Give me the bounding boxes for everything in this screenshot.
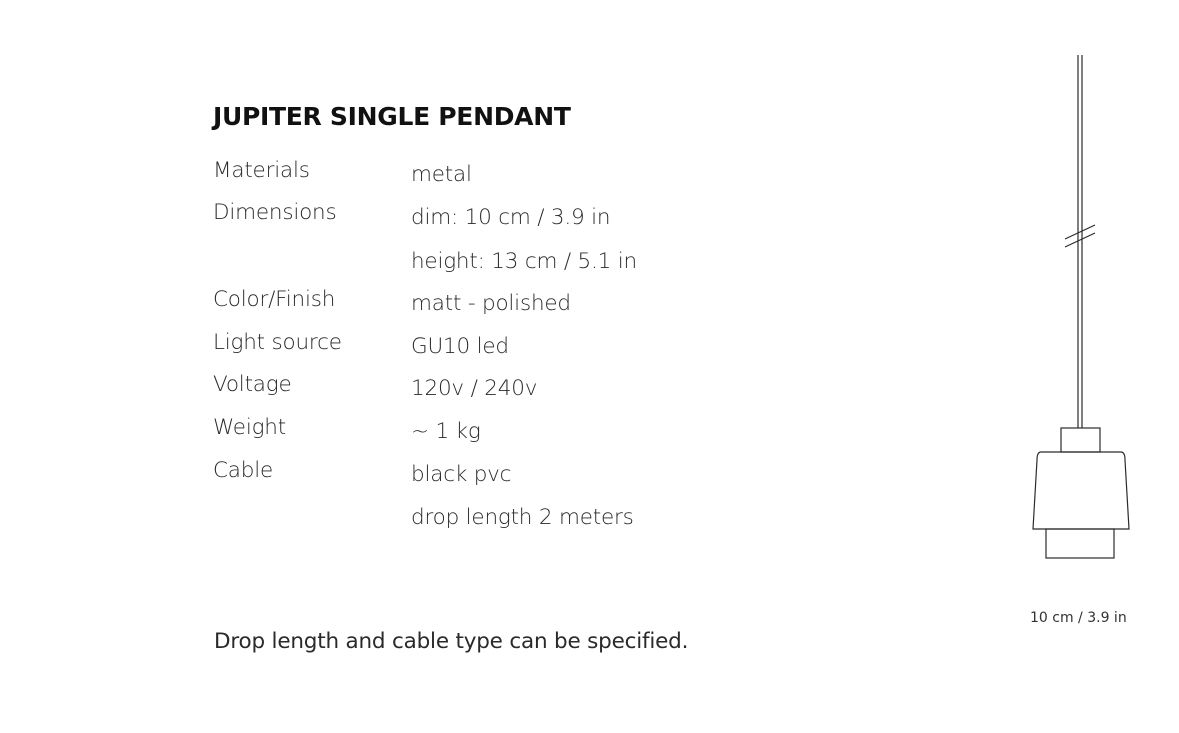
spec-value-cable-type: black pvc bbox=[411, 462, 512, 487]
spec-label-weight: Weight bbox=[213, 415, 286, 440]
dimension-label: 10 cm / 3.9 in bbox=[1030, 610, 1127, 626]
pendant-lamp-diagram-icon bbox=[1020, 40, 1145, 570]
spec-label-cable: Cable bbox=[213, 458, 274, 483]
spec-label-dimensions: Dimensions bbox=[213, 200, 337, 225]
spec-label-materials: Materials bbox=[213, 158, 310, 183]
spec-label-voltage: Voltage bbox=[213, 372, 292, 397]
spec-label-color-finish: Color/Finish bbox=[213, 287, 336, 312]
spec-value-voltage: 120v / 240v bbox=[411, 376, 538, 401]
spec-label-light-source: Light source bbox=[213, 330, 342, 355]
product-title: JUPITER SINGLE PENDANT bbox=[213, 102, 571, 131]
spec-value-cable-length: drop length 2 meters bbox=[411, 505, 634, 530]
spec-value-weight: ~ 1 kg bbox=[411, 419, 481, 444]
spec-value-materials: metal bbox=[411, 162, 472, 187]
spec-value-dimensions-dim: dim: 10 cm / 3.9 in bbox=[411, 205, 611, 230]
spec-value-light-source: GU10 led bbox=[411, 334, 509, 359]
customization-note: Drop length and cable type can be specified. bbox=[214, 629, 689, 654]
spec-value-dimensions-height: height: 13 cm / 5.1 in bbox=[411, 249, 637, 274]
spec-value-color-finish: matt - polished bbox=[411, 291, 571, 316]
